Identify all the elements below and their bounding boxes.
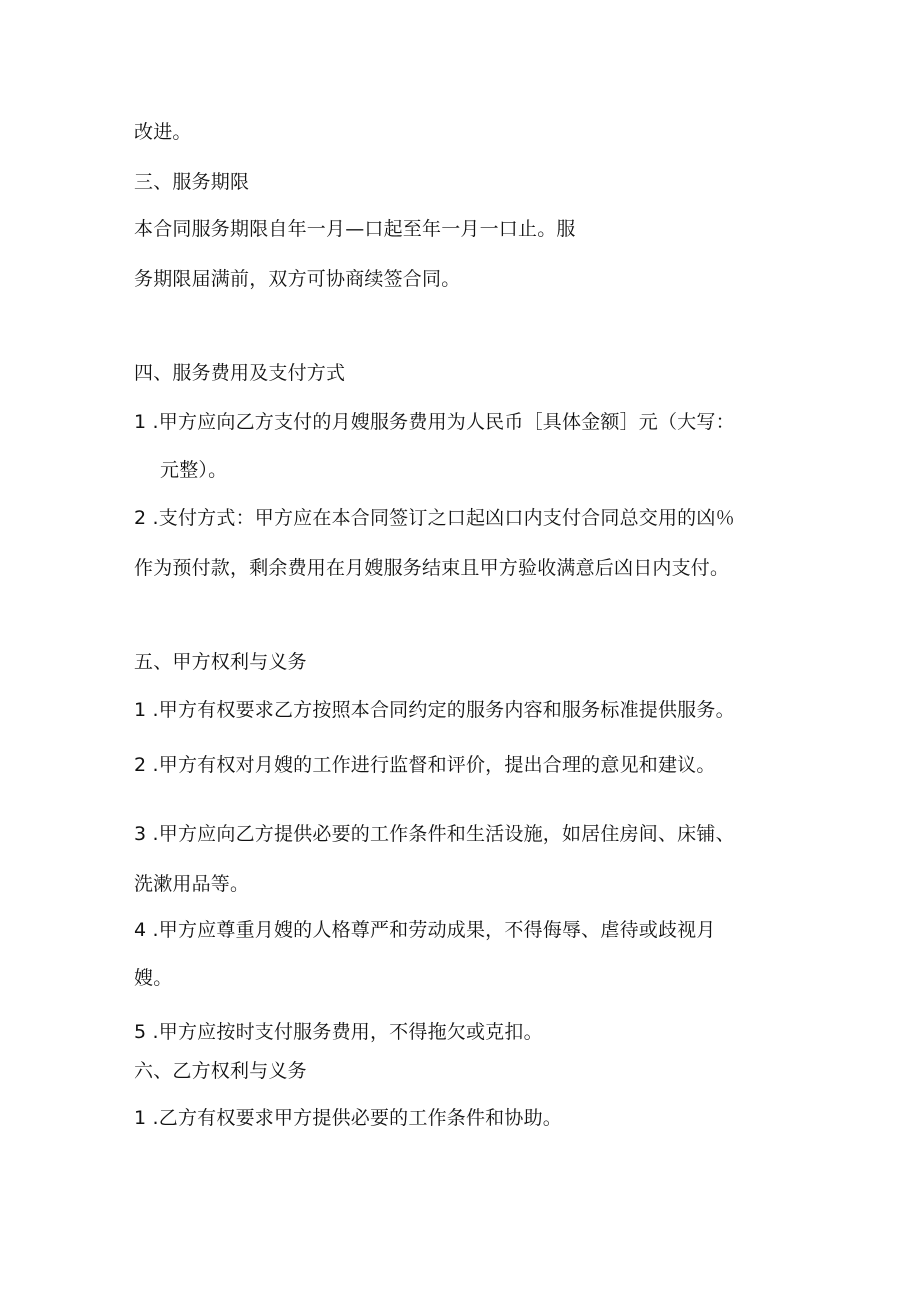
paragraph-line: 改进。 xyxy=(134,121,192,143)
paragraph-line: 洗漱用品等。 xyxy=(134,873,250,895)
list-item: 1 .甲方有权要求乙方按照本合同约定的服务内容和服务标准提供服务。 xyxy=(134,699,735,721)
section-heading: 六、乙方权利与义务 xyxy=(134,1060,307,1082)
paragraph-line: 嫂。 xyxy=(134,967,173,989)
list-item: 5 .甲方应按时支付服务费用，不得拖欠或克扣。 xyxy=(134,1021,543,1043)
paragraph-line: 务期限届满前，双方可协商续签合同。 xyxy=(134,268,461,290)
section-heading: 三、服务期限 xyxy=(134,171,250,193)
paragraph-line: 作为预付款，剩余费用在月嫂服务结束且甲方验收满意后凶日内支付。 xyxy=(134,557,730,579)
section-heading: 四、服务费用及支付方式 xyxy=(134,362,346,384)
list-item: 3 .甲方应向乙方提供必要的工作条件和生活设施，如居住房间、床铺、 xyxy=(134,823,735,845)
list-item: 2 .支付方式：甲方应在本合同签订之口起凶口内支付合同总交用的凶％ xyxy=(134,507,735,529)
list-item: 2 .甲方有权对月嫂的工作进行监督和评价，提出合理的意见和建议。 xyxy=(134,754,716,776)
list-item: 1 .乙方有权要求甲方提供必要的工作条件和协助。 xyxy=(134,1107,562,1129)
list-item: 1 .甲方应向乙方支付的月嫂服务费用为人民币［具体金额］元（大写： xyxy=(134,411,735,433)
paragraph-line: 元整）。 xyxy=(160,459,228,481)
list-item: 4 .甲方应尊重月嫂的人格尊严和劳动成果，不得侮辱、虐待或歧视月 xyxy=(134,919,716,941)
section-heading: 五、甲方权利与义务 xyxy=(134,651,307,673)
paragraph-line: 本合同服务期限自年一月—口起至年一月一口止。服 xyxy=(134,218,576,240)
